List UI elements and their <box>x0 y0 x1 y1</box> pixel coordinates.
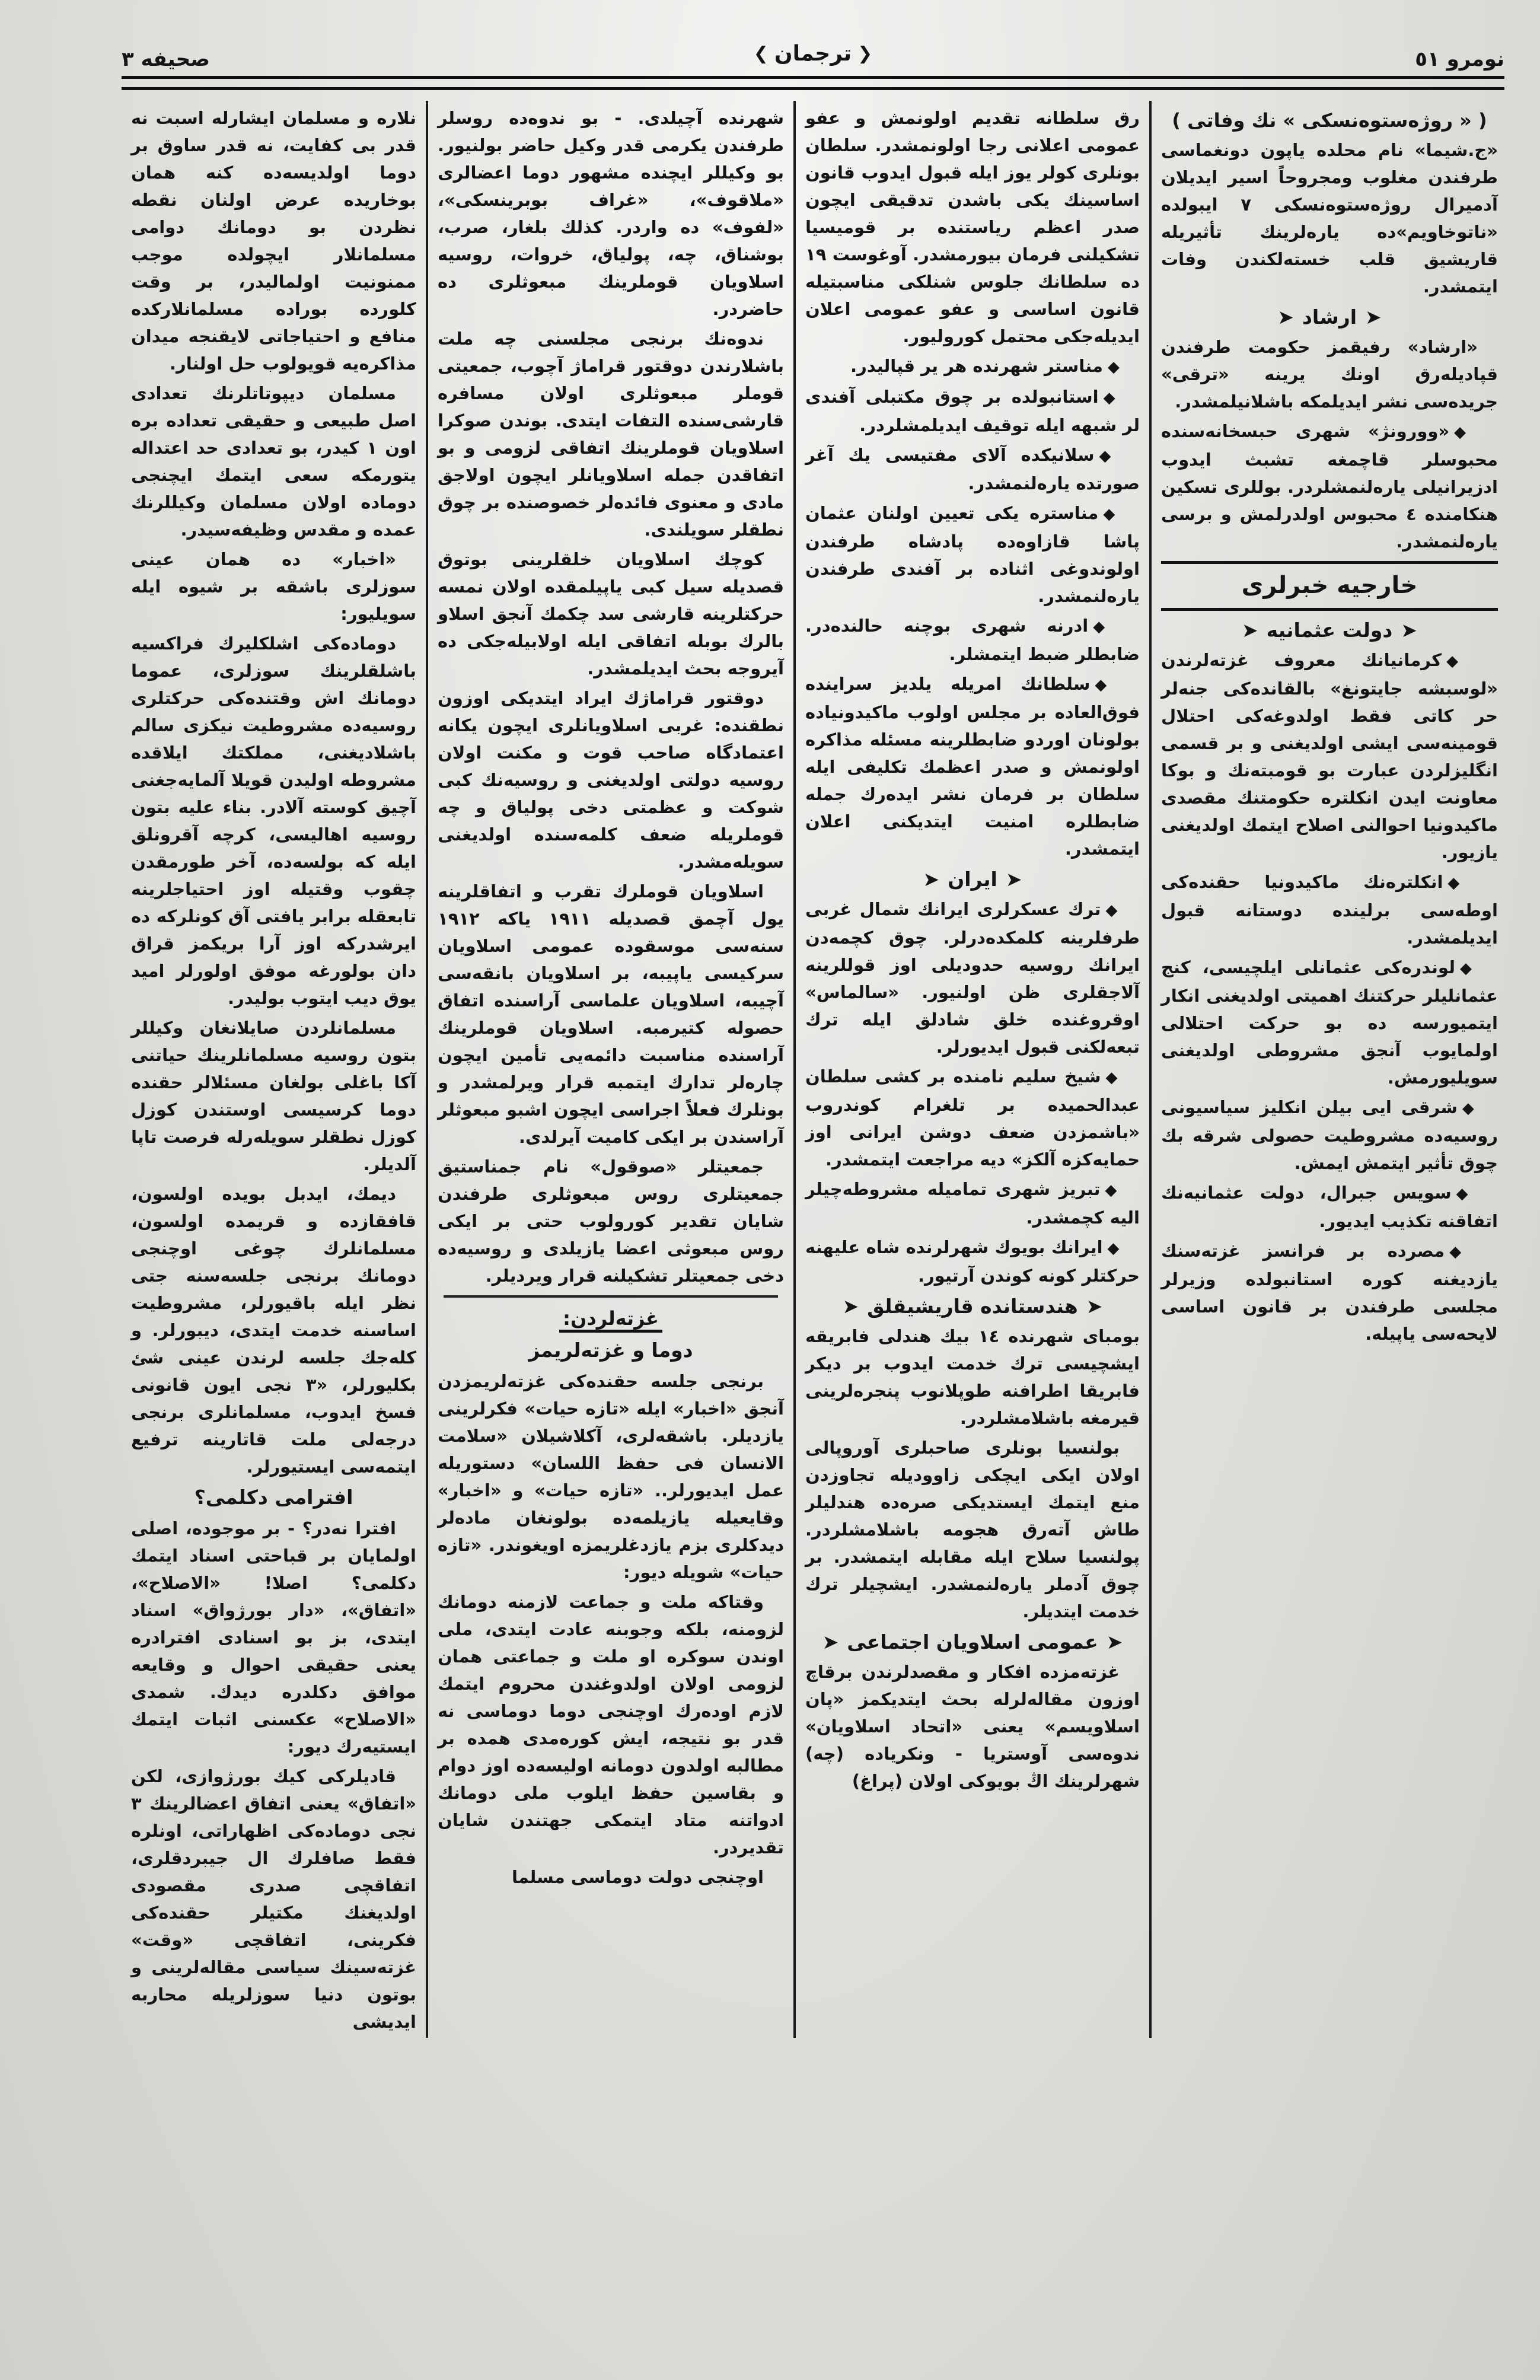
ornament-right-icon: ❯ <box>753 43 769 64</box>
press-review-heading-text: غزته‌لردن: <box>559 1307 662 1333</box>
news-item <box>805 352 1140 381</box>
news-item <box>805 383 1140 439</box>
article-text: برنجى جلسه حقنده‌كى غزته‌لريمزدن آنجق «اخبار» ايله «تازه حيات» فكرلرينى يازديلر. باشقه‌لرى، آكلاشيلان «سلامت الانسان فى حفظ اللسان» دستوريله عمل ايديورلر.. «تازه حيات» و «اخبار» وقايعيله يازيلمه‌ده بولونغان ماده‌لر ديدكلرى بزم يازدغلريمزه اويغوندر. «تازه حيات» شويله ديور: <box>438 1371 784 1582</box>
ornament-icon: ➤ <box>1106 1630 1123 1653</box>
news-item-text: ادرنه شهرى بوچنه حالنده‌در. ضابطلر ضبط ايتمشلر. <box>805 616 1140 664</box>
ornament-icon: ➤ <box>842 1295 859 1318</box>
news-item-text: سلطانك امريله يلديز سراينده فوق‌العاده بر مجلس اولوب ماكيدونياده بولونان اوردو ضابطلرينه مسئله مذاكره اولونمش و صدر اعظمك تكليفى ايله سلطان بر فرمان نشر ايدەرك جمله ضابطلره امنيت ايتديكنى اعلان ايتمشدر. <box>805 674 1140 859</box>
news-item <box>805 670 1140 862</box>
ottoman-heading-text: دولت عثمانيه <box>1266 619 1393 642</box>
diamond-bullet-icon: ◆ <box>1105 1181 1120 1199</box>
news-item <box>1161 868 1498 951</box>
article-text: دوقتور قراماژك ايراد ايتديكى اوزون نطقنده: غربى اسلاويانلرى ايچون يكانه اعتمادگاه صاحب قوت و مكنت اولان روسيه دولتى اولديغنى و روسيه‌نك كبى شوكت و عظمتى دخى پولياق و چه قوملريله ضعف كلمه‌سنده اولديغنى سويله‌مشدر. <box>438 688 784 872</box>
ornament-icon: ➤ <box>822 1630 839 1653</box>
iran-heading-text: ايران <box>948 868 997 891</box>
columns <box>122 0 1507 2062</box>
ornament-icon: ➤ <box>1005 868 1022 891</box>
foreign-news-heading: خارجيه خبرلرى <box>1161 561 1498 611</box>
india-heading-text: هندستانده قاريشيقلق <box>867 1295 1078 1318</box>
article-text: جمعيتلر «صوقول» نام جمناستيق جمعيتلرى روس مبعوثلرى طرفندن شايان تقدير كورولوب حتى بر ايكى روس مبعوثى اعضا يازيلدى و روسيه‌ده دخى جمعيتلر تشكيلنه قرار ويرديلر. <box>438 1156 784 1286</box>
diamond-bullet-icon: ◆ <box>1103 389 1120 407</box>
sultan-text: رق سلطانه تقديم اولونمش و عفو عمومى اعلانى رجا اولونمشدر. سلطان بونلرى كولر يوز ايله قبول ايدوب قانون اساسينك يكى باشدن تدقيقى ايچون صدر اعظم رياستنده بر قوميسيا تشكيلنى فرمان بيورمشدر. آوغوست ١٩ ده سلطانك جلوس شنلكى مناسبتيله قانون اساسى و عفو عمومى اعلان ايديله‌جكى محتمل كوروليور. <box>805 108 1140 346</box>
diamond-bullet-icon: ◆ <box>1446 652 1478 670</box>
ottoman-heading <box>1161 616 1498 645</box>
iftira-heading: افترامى دكلمى؟ <box>194 1486 353 1509</box>
ornament-icon: ➤ <box>1401 619 1417 642</box>
diamond-bullet-icon: ◆ <box>1462 1100 1478 1117</box>
article-text: «اخبار» ده همان عينى سوزلرى باشقه بر شيوه ايله سويليور: <box>131 549 416 624</box>
news-item <box>805 499 1140 610</box>
column-2 <box>796 101 1152 2038</box>
article-text: مسلمان ديپوتاتلرنك تعدادى اصل طبيعى و حقيقى تعداده بره اون ١ كيدر، بو تعدادى حد اعتداله يتورمكه سعى ايتمك ايچنجى دوماده اولان مسلمان وكيللرنك عمده و مقدس وظيفه‌سيدر. <box>131 383 416 540</box>
diamond-bullet-icon: ◆ <box>1099 447 1120 465</box>
ornament-icon: ➤ <box>1277 305 1294 329</box>
ornament-icon: ➤ <box>1242 619 1258 642</box>
news-item-text: لوندره‌كى عثمانلى ايلچيسى، كنج عثمانليلر حركتنك اهميتى اولديغنى انكار ايتميورسه ده بو حركت احتلالى اولمايوب آنجق مشروطى اولديغنى سويليورمش. <box>1161 957 1498 1088</box>
newspaper-title-text: ترجمان <box>774 42 852 66</box>
news-item-text: ترك عسكرلرى ايرانك شمال غربى طرفلرينه كلمكده‌درلر. چوق كچمه‌دن ايرانك روسيه حدوديلى اوز قوللرينه آلاجقلرى ظن اولنيور. «سالماس» اوقروغنده خلق شادلق ايله ترك تبعه‌لكنى قبول ايديورلر. <box>805 899 1140 1057</box>
news-item-text: مصرده بر فرانسز غزته‌سنك يازديغنه كوره استانبولده وزيرلر مجلسى طرفندن بر قانون اساسى لايحه‌سى ياپيله. <box>1161 1241 1498 1344</box>
slav-congress-heading <box>805 1627 1140 1657</box>
news-item-text: ايرانك بويوك شهرلرنده شاه عليهنه حركتلر كونه كوندن آرتيور. <box>805 1237 1140 1286</box>
column-1 <box>1152 101 1507 2038</box>
news-item-text: تبريز شهرى تماميله مشروطه‌چيلر اليه كچمشدر. <box>805 1179 1140 1228</box>
india-text: بومباى شهرنده ١٤ بيك هندلى فابريقه ايشچيسى ترك خدمت ايدوب بر ديكر فابريقا اطرافنه طوپلانوب پنجره‌لرينى قيرمغه باشلامشلردر. <box>805 1326 1140 1428</box>
irshad-heading <box>1161 302 1498 332</box>
voronezh-text <box>1161 418 1498 555</box>
article-text: شهرنده آچيلدى. - بو ندوه‌ده روسلر طرفندن يكرمى قدر وكيل حاضر بولنيور. بو وكيللر ايچنده مشهور دوما اعضالرى «ملاقوف»، «غراف بوبرينسكى»، «لفوف» ده واردر. كذلك بلغار، صرب، بوشناق، چه، پولياق، خروات، روسيه اسلاويان قوملرينك مبعوثلرى ده حاضردر. <box>438 108 784 319</box>
article-text: كوچك اسلاويان خلقلرينى بوتوق قصديله سيل كبى ياپيلمقده اولان نمسه حركتلرينه قارشى سد چكمك آنجق اسلاو بالرك بوبله اتفاقى ايله اولابيله‌جكى ده آيروجه بحث ايديلمشدر. <box>438 549 784 678</box>
india-text-2: بولنسيا بونلرى صاحبلرى آوروپالى اولان ايكى ايچكى زاووديله تجاوزدن منع ايتمك ايستديكى صره‌ده هندليلر طاش آته‌رق هجومه باشلامشلردر. پولنسيا سلاح ايله مقابله ايتمشدر. بر چوق آدملر يارەلنمشدر. ايشچيلر ترك خدمت ايتديلر. <box>805 1438 1140 1621</box>
news-item <box>805 441 1140 497</box>
news-item-text: شرقى ايى بيلن انكليز سياسيونى روسيه‌ده مشروطيت حصولى شرقه بك چوق تأثير ايتمش ايمش. <box>1161 1097 1498 1173</box>
slav-text: غزته‌مزده افكار و مقصدلرندن برقاچ اوزون مقاله‌لرله بحث ايتديكمز «پان اسلاويسم» يعنى «اتحاد اسلاويان» ندوه‌سى آوستريا - ونكرياده (چه) شهرلرينك اڭ بويوكى اولان (پراغ) <box>805 1662 1140 1791</box>
voronezh-text-body: «وورونژ» شهرى حبسخانه‌سنده محبوسلر قاچمغه تشبث ايدوب ادزيرانيلى يارەلنمشلردر. بوللرى تسكين هنكامنده ٤ محبوس اولدرلمش و برسى يارەلنمشدر. <box>1161 421 1498 552</box>
diamond-bullet-icon: ◆ <box>1108 358 1120 376</box>
diamond-bullet-icon: ◆ <box>1459 960 1478 977</box>
india-heading <box>805 1292 1140 1321</box>
news-item-text: سويس جبرال، دولت عثمانيه‌نك اتفاقنه تكذيب ايديور. <box>1161 1183 1498 1231</box>
column-3 <box>428 101 796 2038</box>
news-item-text: كرمانيانك معروف غزته‌لرندن «لوسبشه جايتونغ» بالقانده‌كى جنه‌لر حر كاتى فقط اولدوغه‌كى احتلال قومينه‌سى ايشى اولديغنى و بر قسمى انگليزلردن عبارت بو قومبته‌نك و بوكا معاونت ايدن انكلتره حكومتنك مقصدى ماكيدونيا احوالنى اصلاح ايتمك اولديغنى يازيور. <box>1161 650 1498 862</box>
section-divider <box>444 1295 778 1298</box>
news-item <box>1161 1237 1498 1347</box>
news-item <box>1161 954 1498 1091</box>
slav-heading-text: عمومى اسلاويان اجتماعى <box>847 1630 1098 1653</box>
irshad-text: «ارشاد» رفيقمز حكومت طرفندن قپاديله‌رق اونك يرينه «ترقى» جريده‌سى نشر ايديلمكه باشلانيلمشدر. <box>1161 337 1498 412</box>
ornament-left-icon: ❮ <box>857 43 873 64</box>
diamond-bullet-icon: ◆ <box>1447 874 1478 892</box>
diamond-bullet-icon: ◆ <box>1093 618 1120 636</box>
diamond-bullet-icon: ◆ <box>1456 1185 1478 1203</box>
column-4 <box>122 101 428 2038</box>
news-item-text: مناستر شهرنده هر ير قپاليدر. <box>850 356 1103 376</box>
news-item-text: سلانيكده آلاى مفتيسى يك آغر صورتده يارەلنمشدر. <box>805 445 1140 493</box>
article-text: ندوه‌نك برنجى مجلسنى چه ملت باشلارندن دوقتور قراماژ آچوب، جمعيتى قوملر مبعوثلرى اولان مسافره قارشى‌سنده التفات ايتدى. بوندن صوكرا اسلاويان قوملرينك اتفاقى لزومى و بو اتفاقدن جمله اسلاويانلر ايچون اولاجق مادى و معنوى فائده‌لر خصوصنده بر چوق نطقلر سويلندى. <box>438 329 784 540</box>
diamond-bullet-icon: ◆ <box>1105 1069 1120 1087</box>
article-text: اوچنجى دولت دوماسى مسلما <box>512 1867 764 1887</box>
news-item <box>1161 1094 1498 1177</box>
news-item <box>805 896 1140 1060</box>
news-item <box>805 1063 1140 1173</box>
news-item <box>805 612 1140 668</box>
news-item <box>1161 1179 1498 1235</box>
news-item-text: شيخ سليم نامنده بر كشى سلطان عبدالحميده بر تلغرام كوندروب «باشمزدن ضعف دوشن ايرانى اوز حمايه‌كزه آلكز» ديه مراجعت ايتمشدر. <box>805 1066 1140 1170</box>
article-text: نلاره و مسلمان ايشارله اسبت نه قدر بى كفايت، نه قدر ساوق بر دوما اولديسه‌ده كنه همان بوخاريده عرض اولنان نقطه نظردن بو دومانك دوامى مسلمانلار ايچولده موجب ممنونيت اولماليدر، بر وقت كلورده بوراده مسلمانلاركده منافع و احتياجاتى لايقنجه ميدان مذاكره‌يه قويولوب حل اولنار. <box>131 108 416 374</box>
article-text: دومادەكى اشلكليرك فراكسيه باشلقلرينك سوزلرى، عموما دومانك اش وقتنده‌كى حركتلرى روسيه‌ده مشروطيت نيكزى سالم باشلاديغنى، مملكتك ايلاقده مشروطه اوليدن قويلا آلمايه‌جغنى آچيق كوسته آلادر. بناء عليه بتون روسيه اهاليسى، كرچه آقرونلق ايله كه بولسه‌ده، آخر طورمقدن چقوب وقتيله اوز احتياجلرينه تابعقله برابر يافتى آق كونلركه ده ايرشدركه اوز آرا بريكمز قراق دان بولورغه موفق اولورلر اميد يوق ديب ايتوب بوليدر. <box>131 633 416 1008</box>
article-text: افترا نه‌در؟ - بر موجوده، اصلى اولمايان بر قباحتى اسناد ايتمك دكلمى؟ اصلا! «الاصلاح»، «اتفاق»، «دار بورژواق» اسناد ايتدى، بز بو اسنادى افترادره يعنى حقيقى احوال و وقايعه موافق دكلدره ديدك. شمدى «الاصلاح» عكسنى اثبات ايتمك ايستيەرك ديور: <box>131 1518 416 1757</box>
news-item-text: انكلتره‌نك ماكيدونيا حقنده‌كى اوطه‌سى برلينده دوستانه قبول ايديلمشدر. <box>1161 872 1498 948</box>
article-text: قاديلركى كيك بورژوازى، لكن «اتفاق» يعنى اتفاق اعضالرينك ٣ نجى دومادەكى اظهاراتى، اونلره فقط صافلرك ال جيبردقلرى، اتفاقچى صدرى مقصودى اولديغنك مكتيلر حقنده‌كى فكرينى، اتفاقچى «وقت» غزته‌سينك سياسى مقاله‌لرينى و بوتون دنيا سوزلريله محاربه ايديشى <box>131 1766 416 2032</box>
ornament-icon: ➤ <box>1086 1295 1103 1318</box>
page-number: صحيفه ٣ <box>122 47 210 71</box>
news-item-text: استانبولده بر چوق مكتبلى آفندى لر شبهه ايله توقيف ايديلمشلردر. <box>805 387 1140 435</box>
obituary-title: ( « روژه‌ستوه‌نسكى » نك وفاتى ) <box>1172 109 1487 132</box>
news-item <box>805 1234 1140 1289</box>
diamond-bullet-icon: ◆ <box>1095 676 1120 694</box>
ornament-icon: ➤ <box>923 868 940 891</box>
article-text: ديمك، ايدبل بويده اولسون، قافقازده و قريمده اولسون، مسلمانلرك چوغى اوچنجى دومانك برنجى جلسه‌سنه جتى نظر ايله باقيورلر، مشروطيت اساسنه خدمت ايتدى، ديبورلر. و كلەجك جلسه لرندن عينى شئ بكليورلر، «٣ نجى ايون قانونى فسخ ايدوب، مسلمانلرى برنجى درجه‌لى ملت قاتارينه ترفيع ايتمه‌سى ايستيورلر. <box>131 1184 416 1477</box>
diamond-bullet-icon: ◆ <box>1449 1243 1478 1261</box>
diamond-bullet-icon: ◆ <box>1105 901 1120 919</box>
article-text: مسلمانلردن صايلانغان وكيللر بتون روسيه مسلمانلرينك حياتنى آكا باغلى بولغان مسئلالر حقنده دوما كرسيسى اوستندن كوزل كوزل نطقلر سويله‌رله فرصت تاپا آلديلر. <box>131 1018 416 1174</box>
press-review-heading <box>438 1304 784 1333</box>
diamond-bullet-icon: ◆ <box>1454 423 1478 441</box>
article-text: وقتاكه ملت و جماعت لازمنه دومانك لزومنه، بلكه وجوبنه عادت ايتدى، ملى اوندن سوكره او ملت و جماعتى همان لزومى اولان اولدوغندن محروم ايتمك لازم اوده‌رك اوچنجى دوما دوماسى نه قدر بو نتيجه، ايش كوره‌مدى همده بر مطالبه اولدون دومانه اوليسه‌ده اوز دوام و بقاسين حفظ ايلوب ملى دومانك ادواتنه متاد ايتمكى جهتندن شايان تقديردر. <box>438 1592 784 1858</box>
duma-heading: دوما و غزته‌لريمز <box>528 1339 693 1362</box>
diamond-bullet-icon: ◆ <box>1107 1240 1120 1257</box>
news-item <box>805 1175 1140 1231</box>
news-item-text: مناستره يكى تعيين اولنان عثمان پاشا قازاوەده پادشاه طرفندن اولوندوغى اثناده بر آفندى طرفندن يارەلنمشدر. <box>805 503 1140 606</box>
article-text: اسلاويان قوملرك تقرب و اتفاقلرينه يول آچمق قصديله ١٩١١ ياكه ١٩١٢ سنه‌سى موسقوده عمومى اسلاويان سركيسى ياپيبه، بر اسلاويان بانقه‌سى آچيبه، اسلاويان علماسى آراسنده اتفاق حصوله كتيرمبه. اسلاويان قوملرينك آراسنده مناسبت دائمه‌يى تأمين ايچون چاره‌لر تدارك ايتمبه قرار ويرلمشدر و بونلرك فعلاً اجراسى ايچون اشبو مبعوثلر آراسندن بر ايكى كاميت آيرلدى. <box>438 881 784 1147</box>
ornament-icon: ➤ <box>1365 305 1382 329</box>
iran-heading <box>805 865 1140 894</box>
news-item <box>1161 646 1498 866</box>
irshad-heading-text: ارشاد <box>1302 305 1357 329</box>
obituary-text: «ج.شيما» نام محلده ياپون دونغماسى طرفندن مغلوب ومجروحاً اسير ايديلان آدميرال روژه‌ستوه‌نسكى ٧ ايبولده «ناتوخاويم»ده يارەلرينك تأثيريله قاريشيق قلب خسته‌لكندن وفات ايتمشدر. <box>1161 140 1498 297</box>
diamond-bullet-icon: ◆ <box>1103 505 1120 523</box>
issue-number: نومرو ٥١ <box>1415 47 1504 71</box>
